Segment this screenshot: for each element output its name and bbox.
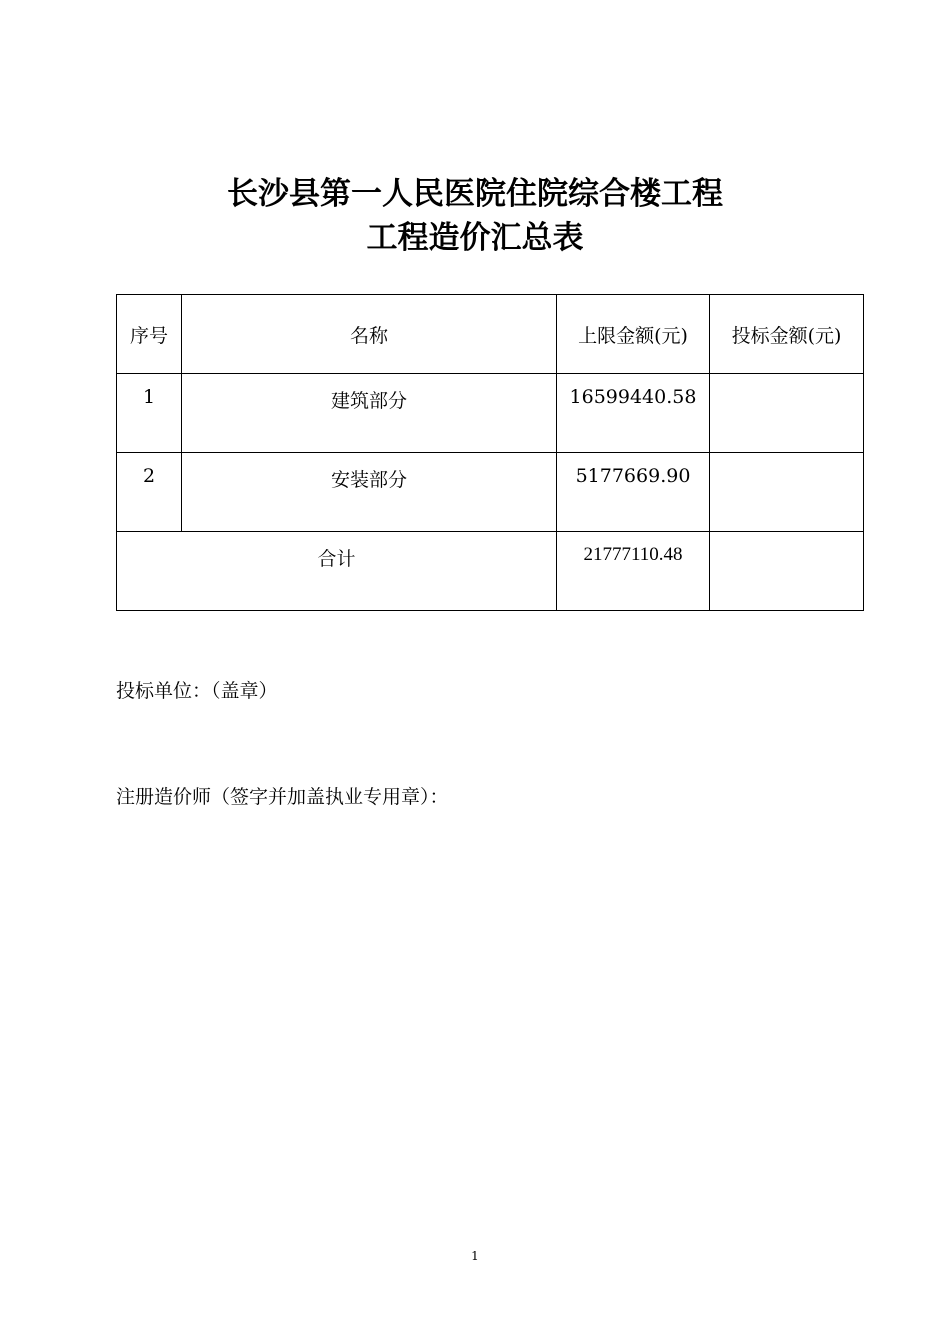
header-no: 序号 [117, 295, 182, 374]
page-number: 1 [471, 1249, 479, 1263]
total-limit-amount: 21777110.48 [557, 532, 710, 611]
header-name: 名称 [182, 295, 557, 374]
row-bid-amount [710, 453, 864, 532]
row-bid-amount [710, 374, 864, 453]
row-name: 建筑部分 [182, 374, 557, 453]
table-row [117, 453, 864, 532]
title-line-2: 工程造价汇总表 [366, 220, 584, 256]
header-limit-amount: 上限金额(元) [557, 295, 710, 374]
cost-engineer-signature-note: 注册造价师（签字并加盖执业专用章）： [116, 786, 449, 808]
bidder-stamp-note: 投标单位：（盖章） [116, 680, 278, 702]
row-no: 2 [117, 453, 182, 532]
row-no: 1 [117, 374, 182, 453]
header-bid-amount: 投标金额(元) [710, 295, 864, 374]
row-name: 安装部分 [182, 453, 557, 532]
table-row [117, 374, 864, 453]
row-limit-amount: 16599440.58 [557, 374, 710, 453]
total-bid-amount [710, 532, 864, 611]
total-label: 合计 [117, 532, 557, 611]
title-line-1: 长沙县第一人民医院住院综合楼工程 [227, 176, 723, 212]
cost-summary-table [116, 294, 864, 611]
document-title [0, 172, 950, 260]
table-total-row [117, 532, 864, 611]
row-limit-amount: 5177669.90 [557, 453, 710, 532]
table-header-row [117, 295, 864, 374]
